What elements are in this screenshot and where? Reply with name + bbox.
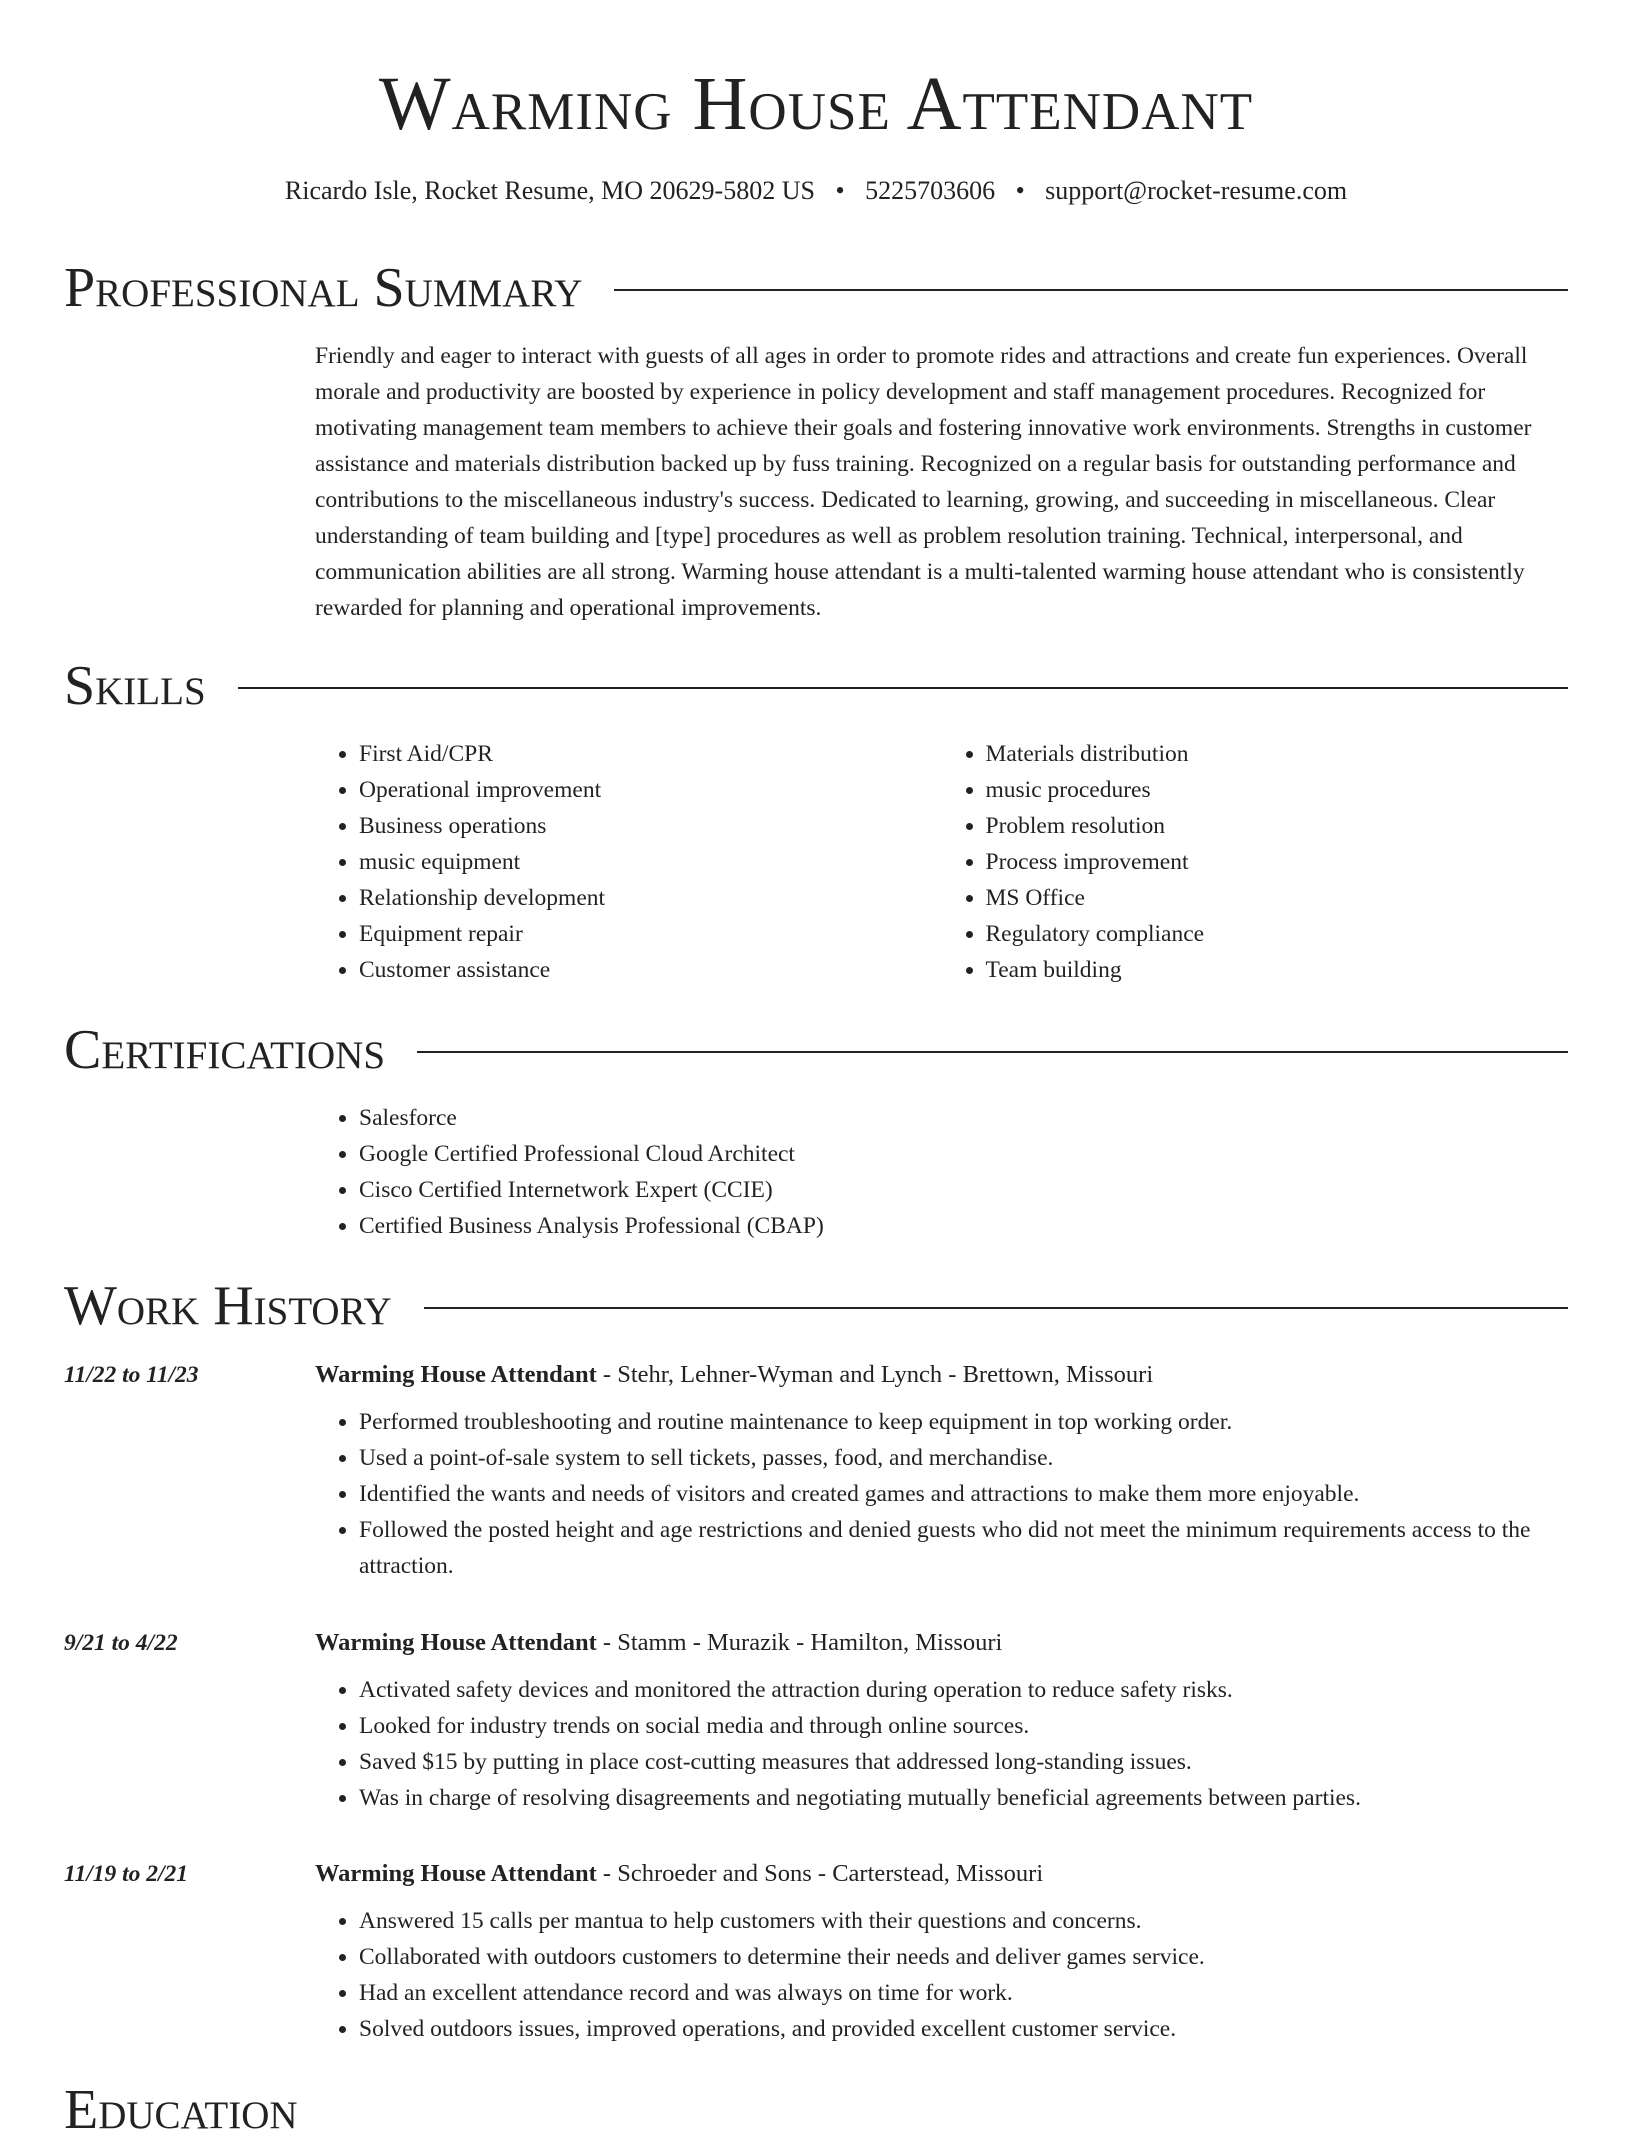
job-bullet: • Saved $15 by putting in place cost-cutting measures that addressed long-standing issues. <box>359 1744 1568 1780</box>
job-dates: 11/22 to 11/23 <box>64 1362 199 1388</box>
certification-item: • Cisco Certified Internetwork Expert (CCIE) <box>359 1172 1612 1208</box>
job-bullet: • Looked for industry trends on social media and through online sources. <box>359 1708 1568 1744</box>
job-employer: - Schroeder and Sons - Carterstead, Missouri <box>596 1860 1044 1887</box>
job-title: Warming House Attendant <box>315 1860 597 1887</box>
job-employer: - Stamm - Murazik - Hamilton, Missouri <box>596 1629 1003 1656</box>
job-entry <box>315 1358 1568 1584</box>
job-bullet: • Was in charge of resolving disagreements and negotiating mutually beneficial agreements between parties. <box>359 1780 1568 1816</box>
job-bullet: • Had an excellent attendance record and was always on time for work. <box>359 1975 1568 2011</box>
section-divider <box>424 1307 1568 1309</box>
section-divider <box>417 1051 1568 1053</box>
job-title: Warming House Attendant <box>315 1361 597 1388</box>
skill-item: • Problem resolution <box>986 808 1569 844</box>
section-header-certifications <box>64 1018 1568 1082</box>
section-title-skills: Skills <box>64 655 206 717</box>
job-title: Warming House Attendant <box>315 1629 597 1656</box>
section-title-summary: Professional Summary <box>64 257 583 319</box>
job-dates: 11/19 to 2/21 <box>64 1861 189 1887</box>
section-divider <box>238 687 1568 689</box>
certification-item: • Google Certified Professional Cloud Architect <box>359 1136 1612 1172</box>
skills-grid <box>315 736 1568 988</box>
skill-item: • Regulatory compliance <box>986 916 1569 952</box>
skill-item: • MS Office <box>986 880 1569 916</box>
section-header-skills <box>64 654 1568 718</box>
section-title-education: Education <box>64 2079 298 2141</box>
skill-item: • Customer assistance <box>359 952 942 988</box>
skill-item: • Relationship development <box>359 880 942 916</box>
job-bullets <box>315 1672 1568 1816</box>
contact-phone: 5225703606 <box>865 176 996 205</box>
skill-item: • music procedures <box>986 772 1569 808</box>
contact-email[interactable]: support@rocket-resume.com <box>1045 176 1348 205</box>
certification-item: • Salesforce <box>359 1100 1612 1136</box>
skill-item: • Process improvement <box>986 844 1569 880</box>
job-bullets <box>315 1903 1568 2047</box>
contact-line <box>0 174 1632 208</box>
job-heading <box>315 1626 1568 1660</box>
skill-item: • First Aid/CPR <box>359 736 942 772</box>
job-heading <box>315 1358 1568 1392</box>
certification-item: • Certified Business Analysis Professional (CBAP) <box>359 1208 1612 1244</box>
job-bullet: • Used a point-of-sale system to sell tickets, passes, food, and merchandise. <box>359 1440 1568 1476</box>
job-bullet: • Identified the wants and needs of visitors and created games and attractions to make them more enjoyable. <box>359 1476 1568 1512</box>
contact-separator: • <box>1015 176 1025 205</box>
skill-item: • Team building <box>986 952 1569 988</box>
skills-list-left <box>315 736 942 988</box>
job-entry <box>315 1857 1568 2047</box>
job-bullet: • Answered 15 calls per mantua to help customers with their questions and concerns. <box>359 1903 1568 1939</box>
section-header-education <box>64 2078 1568 2142</box>
skills-list-right <box>942 736 1569 988</box>
skill-item: • music equipment <box>359 844 942 880</box>
job-entry <box>315 1626 1568 1816</box>
skill-item: • Equipment repair <box>359 916 942 952</box>
job-employer: - Stehr, Lehner-Wyman and Lynch - Brettown, Missouri <box>596 1361 1154 1388</box>
skill-item: • Business operations <box>359 808 942 844</box>
skill-item: • Materials distribution <box>986 736 1569 772</box>
contact-separator: • <box>835 176 845 205</box>
job-bullet: • Performed troubleshooting and routine maintenance to keep equipment in top working order. <box>359 1404 1568 1440</box>
section-title-work-history: Work History <box>64 1275 392 1337</box>
resume-title: Warming House Attendant <box>378 62 1254 146</box>
job-dates: 9/21 to 4/22 <box>64 1630 178 1656</box>
job-bullet: • Collaborated with outdoors customers to determine their needs and deliver games service. <box>359 1939 1568 1975</box>
contact-address: Ricardo Isle, Rocket Resume, MO 20629-5802 US <box>284 176 815 205</box>
job-bullets <box>315 1404 1568 1584</box>
section-title-certifications: Certifications <box>64 1019 386 1081</box>
job-bullet: • Solved outdoors issues, improved operations, and provided excellent customer service. <box>359 2011 1568 2047</box>
job-heading <box>315 1857 1568 1891</box>
job-bullet: • Activated safety devices and monitored the attraction during operation to reduce safety risks. <box>359 1672 1568 1708</box>
certifications-list <box>315 1100 1612 1244</box>
summary-text: Friendly and eager to interact with guests of all ages in order to promote rides and attractions and create fun experiences. Overall morale and productivity are boosted by experience in policy development and staff management procedures. Recognized for motivating management team members to achieve their goals and fostering innovative work environments. Strengths in customer assistance and materials distribution backed up by fuss training. Recognized on a regular basis for outstanding performance and contributions to the miscellaneous industry's success. Dedicated to learning, growing, and succeeding in miscellaneous. Clear understanding of team building and [type] procedures as well as problem resolution training. Technical, interpersonal, and communication abilities are all strong. Warming house attendant is a multi-talented warming house attendant who is consistently rewarded for planning and operational improvements. <box>315 343 1532 621</box>
job-bullet: • Followed the posted height and age restrictions and denied guests who did not meet the minimum requirements access to the attraction. <box>359 1512 1568 1584</box>
skill-item: • Operational improvement <box>359 772 942 808</box>
section-header-summary <box>64 256 1568 320</box>
section-divider <box>614 289 1568 291</box>
section-header-work-history <box>64 1274 1568 1338</box>
